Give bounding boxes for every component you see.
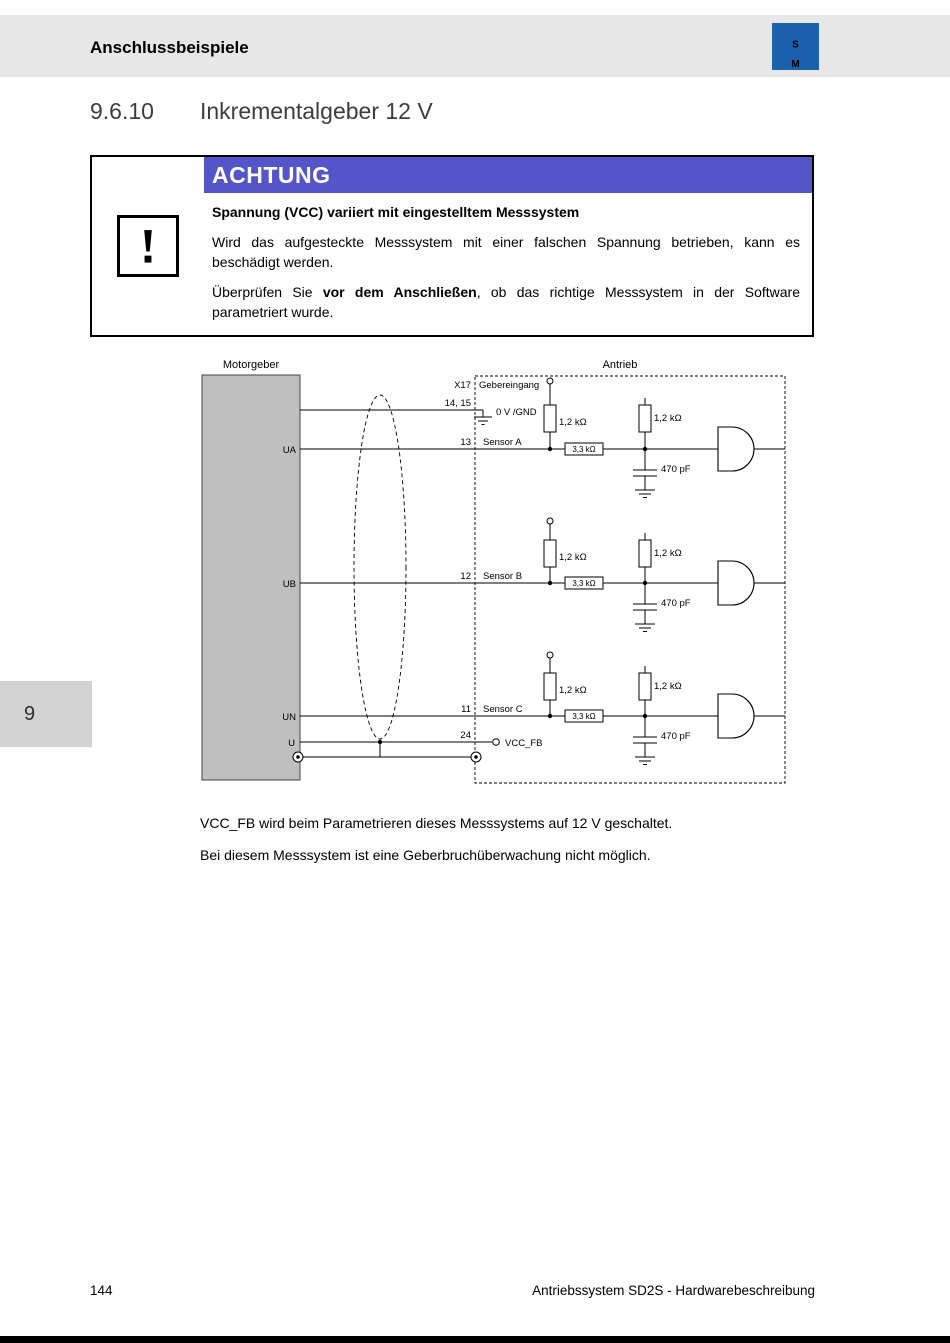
- warning-body: [204, 193, 812, 335]
- input-label: Gebereingang: [479, 380, 540, 391]
- gnd-label: 0 V /GND: [496, 407, 537, 418]
- warning-paragraph-2-post: , ob das richtige Messsystem in der Software parametriert wurde.: [212, 283, 800, 320]
- warning-heading: Spannung (VCC) variiert mit eingestelltem Messsystem: [212, 204, 580, 220]
- note-geberbruch: Bei diesem Messsystem ist eine Geberbruchüberwachung nicht möglich.: [200, 847, 651, 863]
- resistor-label: 1,2 kΩ: [559, 685, 587, 696]
- shield-terminal-dot: [296, 755, 300, 759]
- warning-paragraph-2-bold: vor dem Anschließen: [322, 283, 477, 300]
- pullup-resistor: [544, 673, 556, 700]
- signal-label-ua: UA: [282, 445, 296, 456]
- warning-box: [90, 155, 814, 337]
- pullup-resistor: [639, 540, 651, 567]
- logo-letter-s: S: [792, 39, 799, 51]
- connector-label: X17: [454, 380, 471, 391]
- pin-label-13: 13: [460, 437, 471, 448]
- exclamation-glyph: [128, 224, 168, 268]
- footer-doc-title: Antriebssystem SD2S - Hardwarebeschreibung: [532, 1283, 815, 1298]
- header-title: Anschlussbeispiele: [90, 38, 249, 57]
- vcc-terminal: [493, 739, 500, 746]
- vcc-label: VCC_FB: [505, 738, 543, 749]
- comparator: [718, 694, 754, 738]
- gnd-row: [300, 398, 537, 425]
- resistor-label: 1,2 kΩ: [654, 681, 682, 692]
- signal-label-ub: UB: [282, 579, 296, 590]
- resistor-label: 1,2 kΩ: [559, 417, 587, 428]
- warning-titlebar: ACHTUNG: [204, 157, 812, 193]
- shield-signal-label: U: [288, 738, 295, 749]
- sensor-b-label: Sensor B: [483, 571, 523, 582]
- pullup-resistor: [639, 673, 651, 700]
- section-title: Inkrementalgeber 12 V: [200, 98, 433, 124]
- circuit-diagram: [195, 352, 795, 792]
- sensor-a-label: Sensor A: [483, 437, 522, 448]
- capacitor-label: 470 pF: [661, 598, 691, 609]
- junction-dot: [548, 714, 552, 718]
- resistor-label: 1,2 kΩ: [654, 413, 682, 424]
- sensor-c-label: Sensor C: [483, 704, 523, 715]
- pullup-resistor: [544, 540, 556, 567]
- footer-page-number: 144: [90, 1283, 113, 1298]
- shield-row: [293, 752, 481, 762]
- signal-label-un: UN: [282, 712, 296, 723]
- warning-paragraph-2-pre: Überprüfen Sie: [212, 283, 323, 300]
- bottom-bar: [0, 1336, 950, 1343]
- warning-content: [204, 157, 812, 335]
- antrieb-label: Antrieb: [602, 359, 638, 371]
- channel-b: [283, 518, 785, 632]
- warning-paragraph-2: [212, 283, 800, 323]
- channel-a: [283, 378, 785, 498]
- cable-shield-ellipse: [354, 395, 406, 739]
- capacitor-label: 470 pF: [661, 464, 691, 475]
- motorgeber-label: Motorgeber: [222, 359, 280, 371]
- shield-terminal-dot: [474, 755, 478, 759]
- pullup-resistor: [639, 405, 651, 432]
- pin-label-11: 11: [461, 704, 471, 715]
- vcc-row: [288, 730, 542, 757]
- junction-dot: [548, 581, 552, 585]
- junction-dot: [548, 447, 552, 451]
- comparator: [718, 561, 754, 605]
- series-resistor-label: 3,3 kΩ: [572, 712, 596, 721]
- pin-label-12: 12: [460, 571, 471, 582]
- logo-letter-m: M: [791, 58, 800, 70]
- resistor-label: 1,2 kΩ: [654, 548, 682, 559]
- resistor-label: 1,2 kΩ: [559, 552, 587, 563]
- series-resistor-label: 3,3 kΩ: [572, 445, 596, 454]
- note-vcc-fb: VCC_FB wird beim Parametrieren dieses Messsystems auf 12 V geschaltet.: [200, 815, 673, 831]
- section-number: 9.6.10: [90, 98, 154, 124]
- brand-logo: [772, 23, 819, 70]
- comparator: [718, 427, 754, 471]
- chapter-tab: 9: [0, 681, 92, 747]
- series-resistor-label: 3,3 kΩ: [572, 579, 596, 588]
- gnd-pin-label: 14, 15: [444, 398, 471, 409]
- capacitor-label: 470 pF: [661, 731, 691, 742]
- vcc-pin-label: 24: [460, 730, 471, 741]
- input-terminal: [547, 652, 553, 658]
- warning-paragraph-1: Wird das aufgesteckte Messsystem mit einer falschen Spannung betrieben, kann es beschädigt werden.: [212, 233, 800, 270]
- pullup-resistor: [544, 405, 556, 432]
- input-terminal: [547, 378, 553, 384]
- exclamation-icon: [117, 215, 179, 277]
- warning-icon-cell: [92, 157, 204, 335]
- input-terminal: [547, 518, 553, 524]
